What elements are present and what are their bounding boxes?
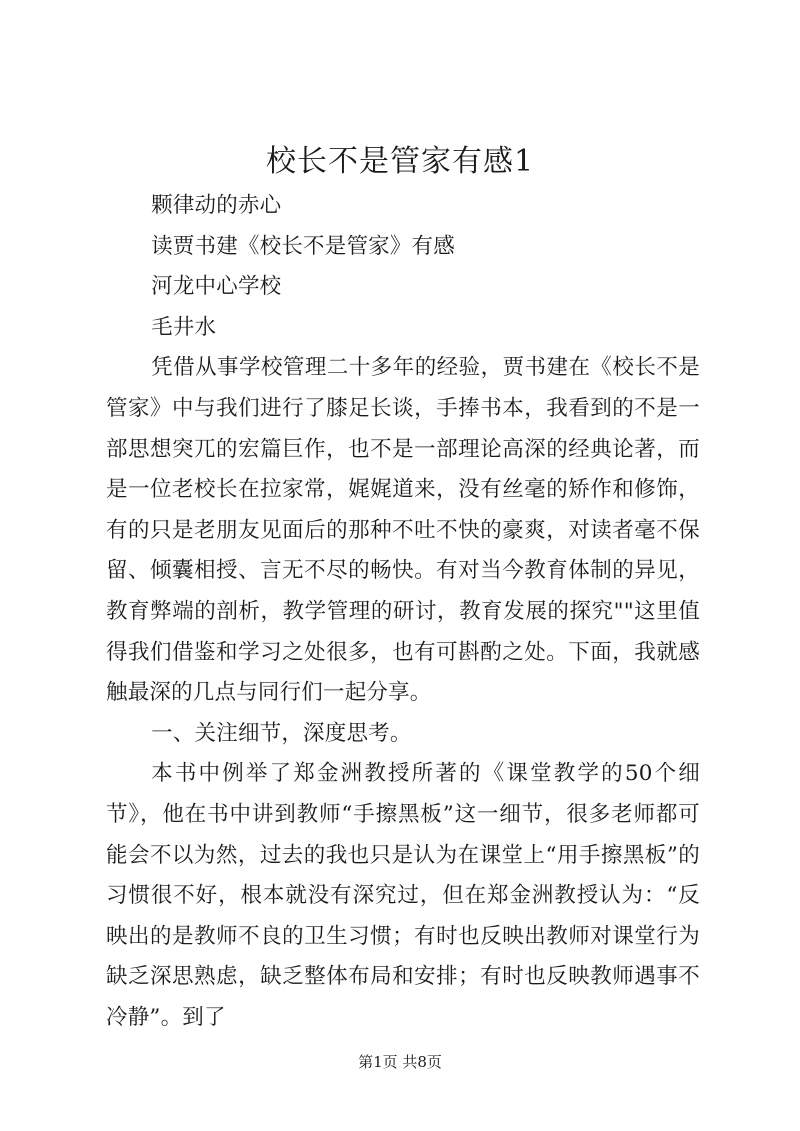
document-body: [106, 186, 700, 1038]
paragraph: 本书中例举了郑金洲教授所著的《课堂教学的50个细节》，他在书中讲到教师“手擦黑板”这一细节，很多老师都可能会不以为然，过去的我也只是认为在课堂上“用手擦黑板”的习惯很不好，根本就没有深究过，但在郑金洲教授认为：“反映出的是教师不良的卫生习惯；有时也反映出教师对课堂行为缺乏深思熟虑，缺乏整体布局和安排；有时也反映教师遇事不冷静”。到了: [106, 761, 700, 1030]
page-footer: 第1页 共8页: [358, 1053, 442, 1071]
paragraph: 毛井水: [151, 314, 217, 340]
document-title: 校长不是管家有感1: [265, 144, 535, 179]
paragraph: 河龙中心学校: [151, 274, 282, 300]
paragraph: 颗律动的赤心: [151, 193, 282, 218]
paragraph: 凭借从事学校管理二十多年的经验，贾书建在《校长不是管家》中与我们进行了膝足长谈，手捧书本，我看到的不是一部思想突兀的宏篇巨作，也不是一部理论高深的经典论著，而是一位老校长在拉家常，娓娓道来，没有丝毫的矫作和修饰，有的只是老朋友见面后的那种不吐不快的豪爽，对读者毫不保留、倾囊相授、言无不尽的畅快。有对当今教育体制的异见，教育弊端的剖析，教学管理的研讨，教育发展的探究""这里值得我们借鉴和学习之处很多，也有可斟酌之处。下面，我就感触最深的几点与同行们一起分享。: [106, 355, 700, 706]
section-heading: 一、关注细节，深度思考。: [151, 720, 412, 746]
paragraph: 读贾书建《校长不是管家》有感: [151, 233, 455, 259]
